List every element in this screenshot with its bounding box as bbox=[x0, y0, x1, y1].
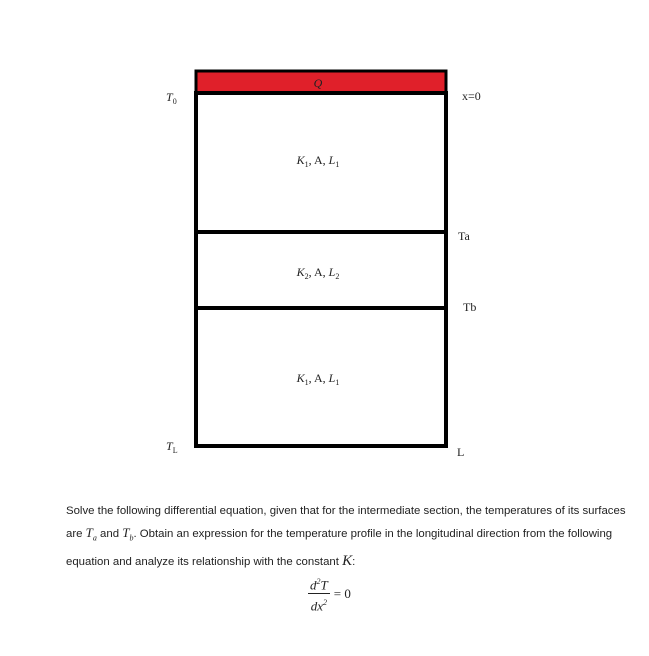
equation-rhs: = 0 bbox=[333, 585, 351, 601]
left-top-temperature-label: $T_0$ bbox=[166, 90, 177, 106]
k-symbol: K bbox=[342, 552, 353, 569]
section-2-label: $K_2$, A, $L_2$ bbox=[296, 265, 340, 281]
tb-label: Tb bbox=[463, 300, 477, 314]
differential-equation bbox=[308, 574, 351, 614]
tb-symbol: $T_b$ bbox=[122, 525, 134, 543]
section-1-label: $K_1$, A, $L_1$ bbox=[296, 153, 340, 169]
problem-text-colon: : bbox=[352, 555, 356, 568]
x-origin-label: x=0 bbox=[462, 89, 481, 103]
length-end-label: L bbox=[457, 445, 465, 459]
ta-label: Ta bbox=[458, 229, 470, 243]
problem-text-part2: . Obtain an expression for the temperature profile in the longitudinal direction from the following equation and analyze its relationship with the constant bbox=[66, 528, 613, 568]
fraction-denominator: $dx^2$ bbox=[310, 598, 327, 614]
problem-statement bbox=[66, 500, 626, 573]
fraction-numerator: $d^2T$ bbox=[308, 574, 330, 594]
left-bottom-temperature-label: $T_L$ bbox=[166, 439, 178, 455]
problem-text-and: and bbox=[96, 528, 123, 540]
section-3-label: $K_1$, A, $L_1$ bbox=[296, 371, 340, 387]
second-derivative-fraction bbox=[308, 574, 330, 614]
heat-label: Q bbox=[313, 76, 323, 90]
problem-text-part1: Solve the following differential equation, given that for the intermediate section, the temperatures of its surfaces are bbox=[66, 505, 626, 540]
ta-symbol: $T_a$ bbox=[85, 525, 97, 543]
